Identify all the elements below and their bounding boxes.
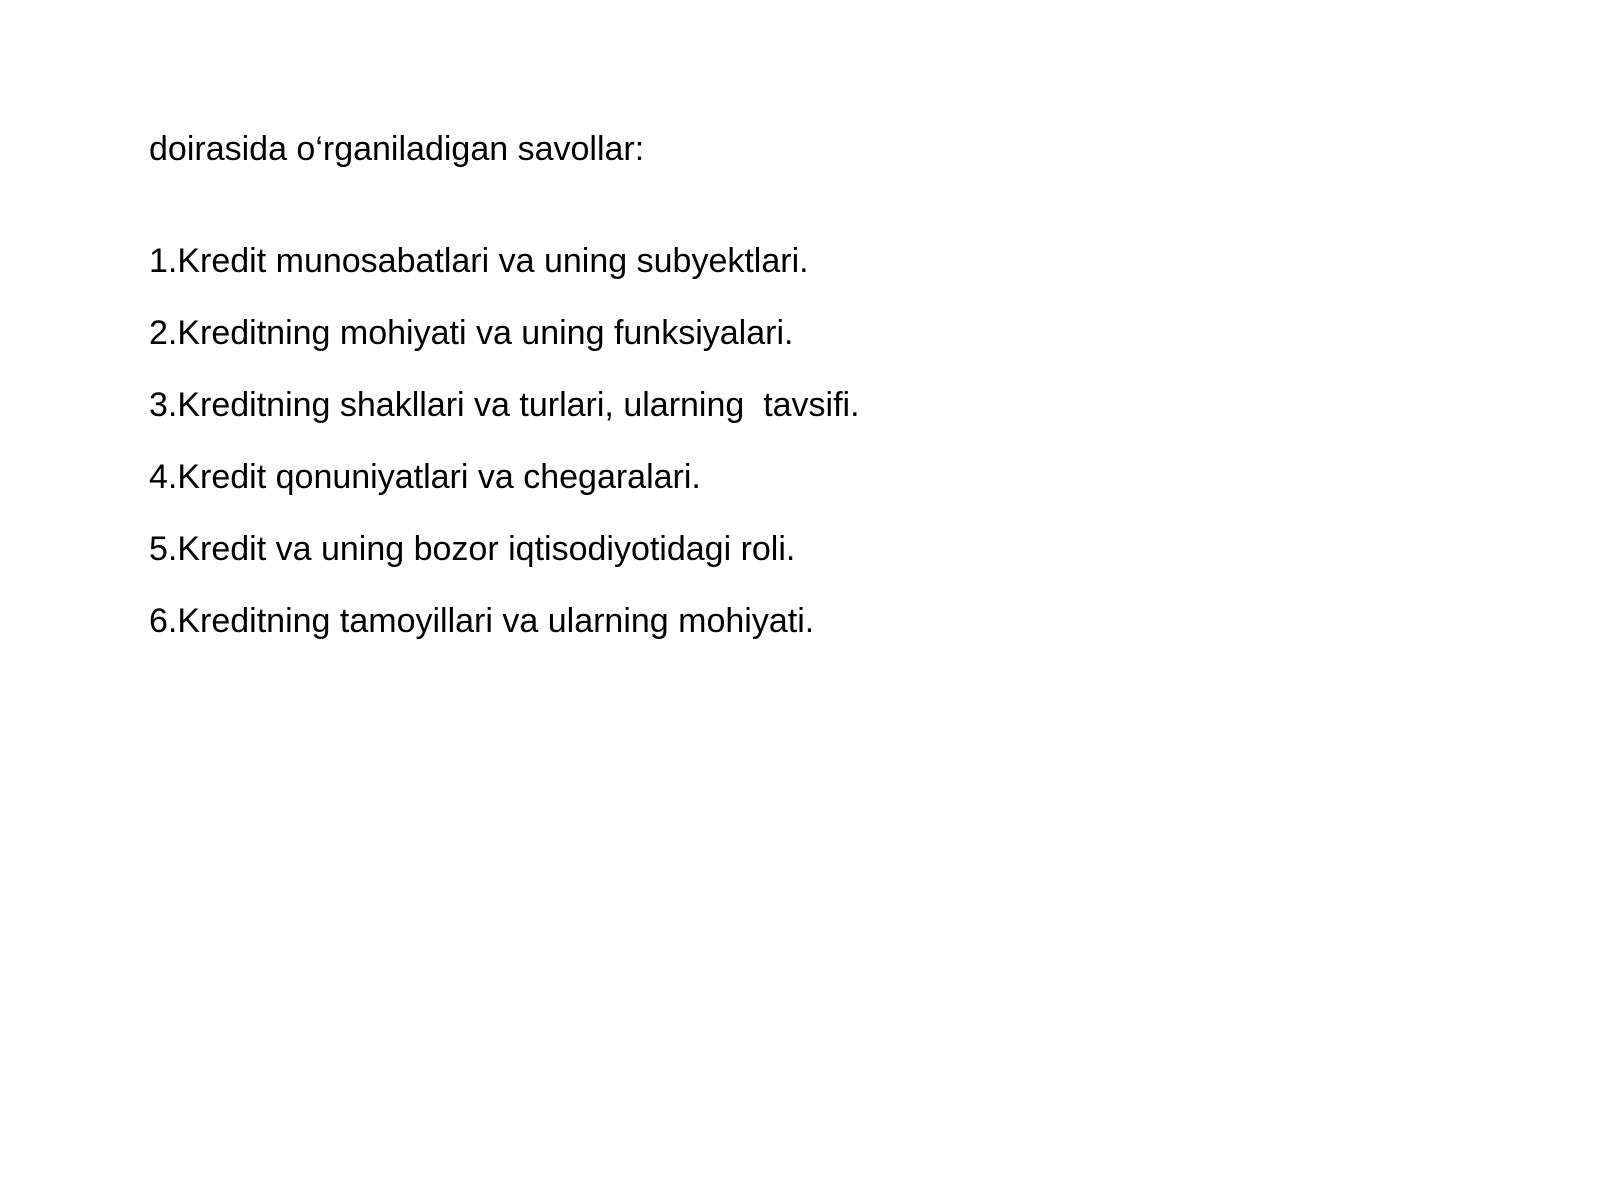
list-item: 5.Kredit va uning bozor iqtisodiyotidagi roli. [149,530,796,568]
list-item: 3.Kreditning shakllari va turlari, ularning tavsifi. [149,386,860,424]
slide-heading: doirasida o‘rganiladigan savollar: [149,130,645,168]
topic-list [149,240,860,672]
list-item: 1.Kredit munosabatlari va uning subyektlari. [149,242,809,280]
list-item: 4.Kredit qonuniyatlari va chegaralari. [149,458,701,496]
list-item: 6.Kreditning tamoyillari va ularning mohiyati. [149,602,815,640]
list-item: 2.Kreditning mohiyati va uning funksiyalari. [149,314,794,352]
